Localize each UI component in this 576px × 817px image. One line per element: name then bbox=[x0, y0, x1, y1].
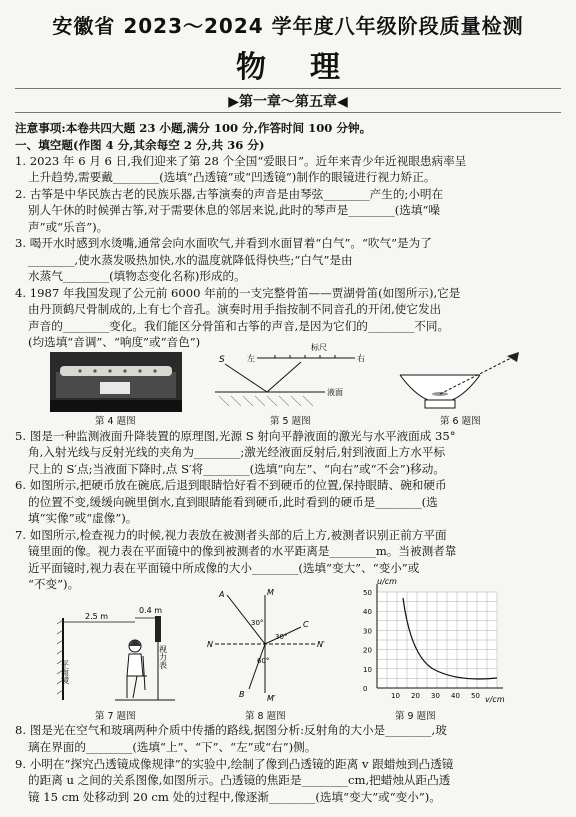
question-line: 镜里面的像。视力表在平面镜中的像到被测者的水平距离是________m。当被测者靠 bbox=[28, 544, 457, 558]
point-n: N bbox=[207, 640, 213, 649]
point-m: M bbox=[267, 588, 274, 597]
subject-title: 物理 bbox=[236, 50, 384, 85]
question-line: 镜 15 cm 处移动到 20 cm 处的过程中,像逐渐________(选填“变大”或“变小”)。 bbox=[28, 790, 441, 804]
angle-2: 30° bbox=[275, 633, 288, 641]
point-n-prime: N′ bbox=[317, 640, 325, 649]
point-c: C bbox=[303, 620, 309, 629]
question-line: 3. 喝开水时感到水烫嘴,通常会向水面吹气,并看到水面冒着“白气”。“吹气”是为了 bbox=[15, 236, 432, 250]
y-tick-label: 0 bbox=[363, 685, 368, 693]
angle-3: 60° bbox=[257, 657, 270, 665]
question-line: 6. 如图所示,把硬币放在碗底,后退到眼睛恰好看不到硬币的位置,保持眼睛、碗和硬币 bbox=[15, 478, 447, 492]
source-label: S bbox=[219, 355, 225, 365]
mirror-label: 平面镜 bbox=[60, 660, 70, 684]
question-line: 近平面镜时,视力表在平面镜中所成像的大小________(选填“变大”、“变小”或 bbox=[28, 561, 420, 575]
question-line: 声”或“乐音”)。 bbox=[28, 220, 109, 234]
question-line: 璃在界面的________(选填“上”、“下”、“左”或“右”)侧。 bbox=[28, 740, 317, 754]
divider-top bbox=[15, 88, 561, 89]
question-line: 8. 图是光在空气和玻璃两种介质中传播的路线,据图分析:反射角的大小是________,玻 bbox=[15, 723, 447, 737]
exam-notice: 注意事项:本卷共四大题 23 小题,满分 100 分,作答时间 100 分钟。 bbox=[15, 121, 372, 135]
question-line: 别人午休的时候弹古筝,对于需要休息的邻居来说,此时的琴声是________(选填“噪 bbox=[28, 203, 441, 217]
question-line: “不变”)。 bbox=[28, 577, 80, 591]
question-line: 由丹顶鹤尺骨制成的,上有七个音孔。演奏时用手指按制不同音孔的开闭,使它发出 bbox=[28, 302, 442, 316]
bone-flute-photo bbox=[50, 352, 182, 412]
question-line: 声音的________变化。我们能区分骨笛和古筝的声音,是因为它们的________不同。 bbox=[28, 319, 450, 333]
point-m-prime: M′ bbox=[267, 694, 276, 703]
figure-5-caption: 第 5 题图 bbox=[270, 416, 311, 427]
ruler-label: 标尺 bbox=[311, 343, 327, 352]
question-line: 2. 古筝是中华民族古老的民族乐器,古筝演奏的声音是由琴弦________产生的;小明在 bbox=[15, 187, 444, 201]
question-line: 7. 如图所示,检查视力的时候,视力表放在被测者头部的后上方,被测者识别正前方平面 bbox=[15, 528, 447, 542]
exam-title: 安徽省 2023～2024 学年度八年级阶段质量检测 bbox=[52, 14, 524, 38]
figure-7-caption: 第 7 题图 bbox=[95, 711, 136, 722]
question-line: 水蒸气________(填物态变化名称)形成的。 bbox=[28, 269, 246, 283]
y-tick-label: 20 bbox=[363, 646, 372, 655]
question-line: 1. 2023 年 6 月 6 日,我们迎来了第 28 个全国“爱眼日”。近年来青少年近视眼患病率呈 bbox=[15, 154, 467, 168]
x-tick-label: 20 bbox=[411, 692, 420, 700]
figure-5-diagram bbox=[215, 340, 365, 416]
divider-bottom bbox=[15, 112, 561, 113]
y-tick-label: 10 bbox=[363, 665, 372, 674]
figure-7-diagram bbox=[55, 600, 190, 710]
figure-9-graph bbox=[355, 578, 515, 706]
y-tick-label: 30 bbox=[363, 627, 372, 636]
chart-label: 视力表 bbox=[158, 645, 168, 669]
liquid-label: 液面 bbox=[327, 388, 343, 397]
question-line: 角,入射光线与反射光线的夹角为________;激光经液面反射后,射到液面上方水平标 bbox=[28, 445, 446, 459]
question-line: 填“实像”或“虚像”)。 bbox=[28, 511, 138, 525]
y-tick-label: 50 bbox=[363, 589, 372, 597]
question-line: 的位置不变,缓缓向碗里倒水,直到眼睛能看到硬币,此时看到的硬币是________(选 bbox=[28, 495, 438, 509]
question-line: 尺上的 S′点;当液面下降时,点 S′将________(选填“向左”、“向右”或“不会”)移动。 bbox=[28, 462, 445, 476]
figure-6-caption: 第 6 题图 bbox=[440, 416, 481, 427]
figure-9-caption: 第 9 题图 bbox=[395, 711, 436, 722]
angle-1: 30° bbox=[251, 619, 264, 627]
question-line: 4. 1987 年我国发现了公元前 6000 年前的一支完整骨笛——贾湖骨笛(如图所示),它是 bbox=[15, 286, 461, 300]
x-tick-label: 30 bbox=[431, 692, 440, 700]
figure-8-diagram bbox=[205, 585, 330, 703]
y-tick-label: 40 bbox=[363, 608, 372, 617]
figure-4-caption: 第 4 题图 bbox=[95, 416, 136, 427]
y-axis-label: u/cm bbox=[377, 578, 397, 586]
left-label: 左 bbox=[247, 354, 255, 363]
figure-6-bowl bbox=[395, 350, 525, 412]
x-tick-label: 50 bbox=[471, 692, 480, 700]
question-line: 9. 小明在“探究凸透镜成像规律”的实验中,绘制了像到凸透镜的距离 v 跟蜡烛到凸透镜 bbox=[15, 757, 454, 771]
x-tick-label: 10 bbox=[391, 692, 400, 700]
x-tick-label: 40 bbox=[451, 692, 460, 700]
question-line: ________,使水蒸发吸热加快,水的温度就降低得快些;“白气”是由 bbox=[28, 253, 353, 267]
distance-2-label: 0.4 m bbox=[139, 606, 163, 615]
question-line: 上升趋势,需要戴________(选填“凸透镜”或“凹透镜”)制作的眼镜进行视力矫正。 bbox=[28, 170, 436, 184]
question-line: 的距离 u 之间的关系图像,如图所示。凸透镜的焦距是________cm,把蜡烛从距凸透 bbox=[28, 773, 451, 787]
question-line: (均选填“音调”、“响度”或“音色”) bbox=[28, 335, 201, 349]
figure-8-caption: 第 8 题图 bbox=[245, 711, 286, 722]
x-axis-label: v/cm bbox=[485, 695, 505, 704]
chapter-range: ▶第一章～第五章◀ bbox=[228, 94, 348, 110]
point-a: A bbox=[219, 590, 225, 599]
distance-1-label: 2.5 m bbox=[85, 612, 109, 621]
right-label: 右 bbox=[357, 354, 365, 363]
section-heading: 一、填空题(作图 4 分,其余每空 2 分,共 36 分) bbox=[15, 138, 265, 152]
point-b: B bbox=[239, 690, 245, 699]
question-line: 5. 图是一种监测液面升降装置的原理图,光源 S 射向平静液面的激光与水平液面成 35° bbox=[15, 429, 456, 443]
